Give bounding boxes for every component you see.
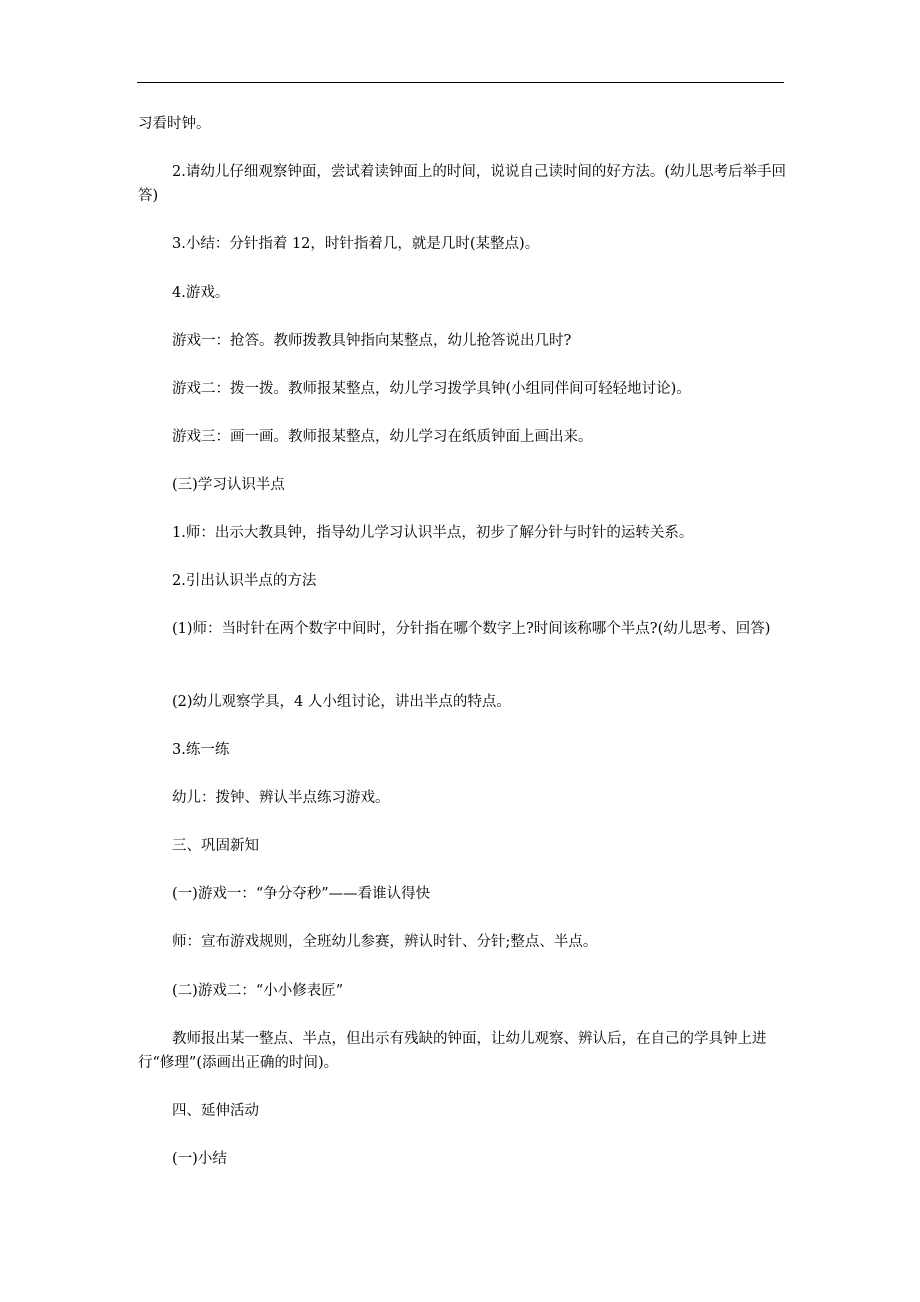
- paragraph-19: 教师报出某一整点、半点，但出示有残缺的钟面，让幼儿观察、辨认后，在自己的学具钟上进行“修理”(添画出正确的时间)。: [138, 1031, 767, 1071]
- paragraph-14: 幼儿：拨钟、辨认半点练习游戏。: [172, 790, 390, 806]
- section-heading-consolidate: 三、巩固新知: [172, 838, 259, 854]
- paragraph-17: 师：宣布游戏规则，全班幼儿参赛，辨认时针、分针;整点、半点。: [172, 934, 598, 950]
- paragraph-2: 2.请幼儿仔细观察钟面，尝试着读钟面上的时间，说说自己读时间的好方法。(幼儿思考后举手回答): [138, 164, 786, 204]
- paragraph-16: (一)游戏一：“争分夺秒”——看谁认得快: [172, 886, 431, 902]
- section-heading-extension: 四、延伸活动: [172, 1103, 259, 1119]
- paragraph-3: 3.小结：分针指着 12，时针指着几，就是几时(某整点)。: [172, 236, 540, 252]
- paragraph-10: 2.引出认识半点的方法: [172, 573, 317, 589]
- paragraph-11: (1)师：当时针在两个数字中间时，分针指在哪个数字上?时间该称哪个半点?(幼儿思考、回答): [172, 621, 771, 637]
- paragraph-4: 4.游戏。: [172, 285, 230, 301]
- paragraph-1: 习看时钟。: [138, 116, 211, 132]
- paragraph-7: 游戏三：画一画。教师报某整点，幼儿学习在纸质钟面上画出来。: [172, 429, 593, 445]
- paragraph-21: (一)小结: [172, 1151, 227, 1167]
- paragraph-5: 游戏一：抢答。教师拨教具钟指向某整点，幼儿抢答说出几时?: [172, 333, 572, 349]
- section-heading: (三)学习认识半点: [172, 477, 285, 493]
- paragraph-13: 3.练一练: [172, 742, 230, 758]
- paragraph-18: (二)游戏二：“小小修表匠”: [172, 983, 344, 999]
- paragraph-6: 游戏二：拨一拨。教师报某整点，幼儿学习拨学具钟(小组同伴间可轻轻地讨论)。: [172, 381, 691, 397]
- header-rule: [137, 82, 784, 83]
- paragraph-12: (2)幼儿观察学具，4 人小组讨论，讲出半点的特点。: [172, 694, 511, 710]
- paragraph-9: 1.师：出示大教具钟，指导幼儿学习认识半点，初步了解分针与时针的运转关系。: [172, 525, 694, 541]
